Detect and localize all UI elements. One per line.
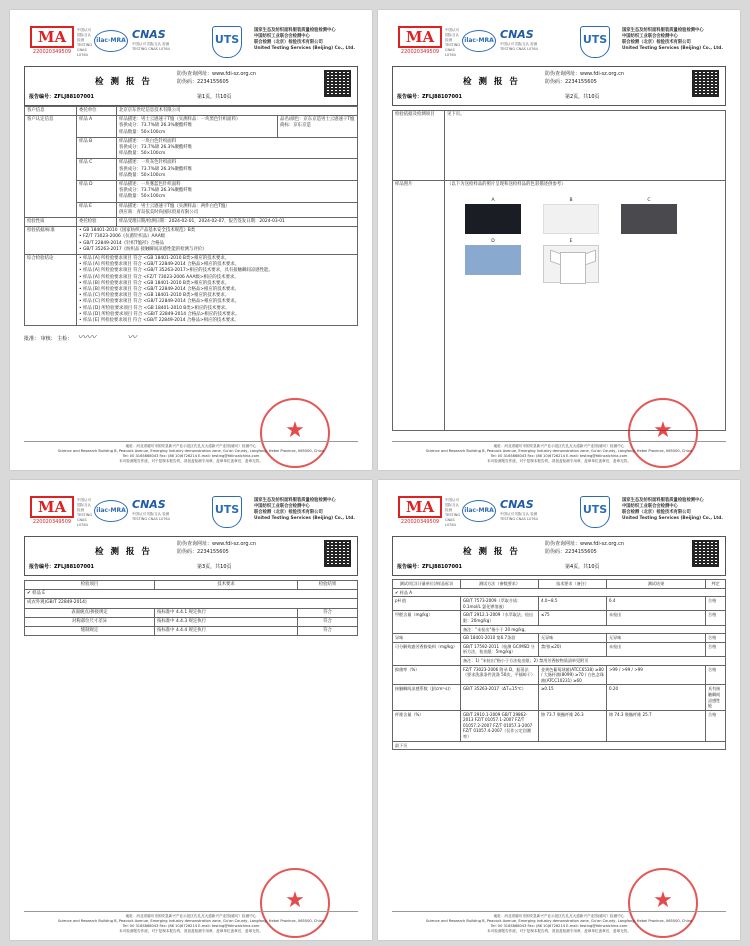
verify-code: 防伪码：2234155605: [545, 78, 597, 85]
org-name: 国家生态及纺织面料服装质量检验检测中心 中国纺织工业联合会检测中心 联合检测（北京）检验技术有限公司 United Testing Services (Beijing) Co., Ltd.: [622, 28, 723, 51]
table-row: 检验性质 委托检验 样品受理日期/检测日期：2024-02-01，2024-02-07，报告签发日期：2024-03-01: [25, 218, 358, 227]
page-footer: 地址：河北省廊坊市固安县新兴产业示范区孔孔瓦大道新兴产业园(廊坊）检测中心 Science and Research Building B, Peacock Avenue, Emerging Industry demonstration zone, Gu'an County, Langfang, Hebei Province, 065500, China Tel: 00 3165868043 Fax: (86 10)6726214 E-mail: testing@fdiinzaichina.com 本可检测报告作废，对于复制本报告的，须加盖检测专用章，盖章单位盖章后，盖章无效。: [392, 441, 726, 464]
table-row: 对称部位尺寸差异 按标准中 4.4.3 规定执行 符合: [25, 617, 358, 626]
table-row: 样品 D 样品描述：一块雾蓝色针织面料 客供成分：73.7%锦 26.3%聚酯纤维 样品数量：50×100cm: [25, 181, 358, 203]
verify-site: 防伪查询网址：www.fdi-sz.org.cn: [177, 71, 257, 77]
sample-photo-table: [392, 110, 726, 431]
table-row: 成衣外观(GB/T 22849-2014): [25, 599, 358, 608]
cnas-logo: CNAS 中国认可 国际互认 检测 TESTING CNAS L0764: [132, 28, 170, 51]
report-title: 检 测 报 告: [463, 547, 520, 557]
page-indicator: 第1页，共10页: [197, 94, 232, 100]
report-title: 检 测 报 告: [95, 77, 152, 87]
page-footer: 地址：河北省廊坊市固安县新兴产业示范区孔孔瓦大道新兴产业园(廊坊）检测中心 Science and Research Building B, Peacock Avenue, Emerging Industry demonstration zone, Gu'an County, Langfang, Hebei Province, 065500, China Tel: 00 3165868043 Fax: (86 10)6726214 E-mail: testing@fdiinzaichina.com 本可检测报告作废，对于复制本报告的，须加盖检测专用章，盖章单位盖章后，盖章无效。: [392, 911, 726, 934]
cma-logo: MA 220020349509: [30, 26, 74, 58]
ilac-logo: ilac-MRA: [462, 30, 496, 52]
report-titlebar: [392, 536, 726, 576]
table-row: 样品照片 （以下为送检样品的照片呈现和送检样品的色彩描述供参考） A B C D E: [393, 181, 726, 431]
table-row: 综合检验结论 • 样品 [A] 所检验要求项目 符合 <GB 18401-2010 B类>相应的技术要求。 • 样品 [A] 所检验要求项目 符合 <GB/T 22849-2014 合格品>相应的技术要求。 • 样品 [A] 所检验要求项目 符合 <GB/T 35263-2017>相应的技术要求，具有接触瞬间凉感性能。 • 样品 [A] 所检验要求项目 符合 <FZ/T 73023-2006 AAA级>相应的技术要求。 • 样品 [B] 所检验要求项目 符合 <GB 18401-2010 B类>相应的技术要求。 • 样品 [B] 所检验要求项目 符合 <GB/T 22849-2014 合格品>相应的技术要求。 • 样品 [C] 所检验要求项目 符合 <GB 18401-2010 B类>相应的技术要求。 • 样品 [C] 所检验要求项目 符合 <GB/T 22849-2014 合格品>相应的技术要求。 • 样品 [D] 所检验要求项目 符合 <GB 18401-2010 B类>相应的技术要求。 • 样品 [D] 所检验要求项目 符合 <GB/T 22849-2014 合格品>相应的技术要求。 • 样品 [E] 所检验要求项目 符合 <GB/T 22849-2014 合格品>相应的技术要求。: [25, 255, 358, 326]
report-page-3: [10, 480, 372, 940]
table-row: 样品 C 样品描述：一块灰色针织面料 客供成分：73.7%锦 26.3%聚酯纤维 样品数量：50×100cm: [25, 159, 358, 181]
report-header: [392, 24, 726, 64]
report-title: 检 测 报 告: [463, 77, 520, 87]
qr-code: [692, 540, 719, 567]
official-stamp: ★: [260, 868, 330, 938]
table-header: 检验项目 技术要求 检验结果: [25, 581, 358, 590]
uts-logo: UTS: [212, 26, 242, 58]
page-indicator: 第3页，共10页: [197, 564, 232, 570]
qr-code: [324, 540, 351, 567]
cma-logo: MA 220020349509: [398, 496, 442, 528]
cma-text: 中国认可 国际互认 检测 TESTING CNAS L0764: [77, 28, 93, 57]
tshirt-photo: [543, 245, 599, 283]
verify-code: 防伪码：2234155605: [545, 548, 597, 555]
verify-site: 防伪查询网址：www.fdi-sz.org.cn: [545, 541, 625, 547]
report-titlebar: [24, 66, 358, 106]
cnas-logo: CNAS 中国认可 国际互认 检测 TESTING CNAS L0764: [500, 28, 538, 51]
table-row: 接触瞬间凉感系数（J/(cm²·s)） GB/T 35263-2017（ΔT=15℃） ≥0.15 0.20 具有接触瞬间凉感性能: [393, 685, 726, 710]
official-stamp: ★: [260, 398, 330, 468]
qr-code: [692, 70, 719, 97]
report-page-1: [10, 10, 372, 470]
table-row: 检验依据/标准 • GB 18401-2010《国家纺织产品基本安全技术规范》B类 • FZ/T 73023-2006《抗菌针织品》AAA级 • GB/T 22849-2014《针织T恤衫》合格品 • GB/T 35263-2017《纺织品 接触瞬间凉感性能的检测与评价》: [25, 227, 358, 255]
report-page-4: [378, 480, 740, 940]
table-row: 抑菌率（%） FZ/T 73023-2006 附录 D，振荡法（要求洗涤条件洗涤 50次，平铺晾干） 金黄色葡萄球菌(ATCC6538) ≥80 / 大肠杆菌(8099) ≥70 / 白色念珠菌(ATCC10231) ≥60 >99 / >99 / >99 合格: [393, 665, 726, 685]
test-results-table: [392, 579, 726, 750]
swatch-grid: A B C D E: [465, 198, 723, 283]
table-row: 可分解致癌芳香胺染料（mg/kg） GB/T 17592-2011（检测 GC/MSD 分析方法，检出限：5mg/kg） 禁用(≤20) 未检出 合格: [393, 642, 726, 656]
report-title: 检 测 报 告: [95, 547, 152, 557]
cma-text: 中国认可 国际互认 检测 TESTING CNAS L0764: [445, 28, 461, 57]
table-row: ✔ 样品 E: [25, 590, 358, 599]
verify-site: 防伪查询网址：www.fdi-sz.org.cn: [177, 541, 257, 547]
page-footer: 地址：河北省廊坊市固安县新兴产业示范区孔孔瓦大道新兴产业园(廊坊）检测中心 Science and Research Building B, Peacock Avenue, Emerging Industry demonstration zone, Gu'an County, Langfang, Hebei Province, 065500, China Tel: 00 3165868043 Fax: (86 10)6726214 E-mail: testing@fdiinzaichina.com 本可检测报告作废，对于复制本报告的，须加盖检测专用章，盖章单位盖章后，盖章无效。: [24, 911, 358, 934]
org-name: 国家生态及纺织面料服装质量检验检测中心 中国纺织工业联合会检测中心 联合检测（北京）检验技术有限公司 United Testing Services (Beijing) Co., Ltd.: [254, 28, 355, 51]
report-page-2: [378, 10, 740, 470]
page-footer: 地址：河北省廊坊市固安县新兴产业示范区孔孔瓦大道新兴产业园(廊坊）检测中心 Science and Research Building B, Peacock Avenue, Emerging Industry demonstration zone, Gu'an County, Langfang, Hebei Province, 065500, China Tel: 00 3165868043 Fax: (86 10)6726214 E-mail: testing@fdiinzaichina.com 本可检测报告作废，对于复制本报告的，须加盖检测专用章，盖章单位盖章后，盖章无效。: [24, 441, 358, 464]
cma-logo: MA 220020349509: [30, 496, 74, 528]
report-number: 报告编号：ZFLJ88107001: [29, 94, 94, 100]
table-row: 异味 GB 18401-2010 第6.7条款 无异味 无异味 合格: [393, 634, 726, 643]
uts-logo: UTS: [580, 496, 610, 528]
table-row: 最下页: [393, 741, 726, 750]
report-number: 报告编号：ZFLJ88107001: [29, 564, 94, 570]
table-row: 检验依据及检测项目 见下页。: [393, 111, 726, 181]
ilac-logo: ilac-MRA: [462, 500, 496, 522]
signature-line: 批准： 审核： 主检： 〰〰 〰: [24, 333, 137, 344]
verify-code: 防伪码：2234155605: [177, 78, 229, 85]
table-row: 备注：1) "未检出"指小于方法检出限；2) 禁用芳香胺物质清单见附页: [393, 656, 726, 665]
uts-logo: UTS: [212, 496, 242, 528]
table-row: 样品 B 样品描述：一块白色针织面料 客供成分：73.7%锦 26.3%聚酯纤维 样品数量：50×100cm: [25, 137, 358, 159]
table-row: 纤维含量（%） GB/T 2910.1-2009 GB/T 29862-2013 FZ/T 01057.1-2007 FZ/T 01057.2-2007 FZ/T 01057.3-2007 FZ/T 01057.4-2007（仅作公定回潮率） 锦 73.7 聚酯纤维 26.3 锦 74.3 聚酯纤维 25.7 合格: [393, 710, 726, 741]
report-header: [24, 494, 358, 534]
ilac-logo: ilac-MRA: [94, 500, 128, 522]
table-row: ✔ 样品 A: [393, 588, 726, 597]
uts-logo: UTS: [580, 26, 610, 58]
ilac-logo: ilac-MRA: [94, 30, 128, 52]
official-stamp: ★: [628, 398, 698, 468]
qr-code: [324, 70, 351, 97]
report-number: 报告编号：ZFLJ88107001: [397, 564, 462, 570]
cma-text: 中国认可 国际互认 检测 TESTING CNAS L0764: [445, 498, 461, 527]
table-row: pH 值 GB/T 7573-2009（萃取介质：0.1mol/L 氯化钾溶液） 4.0~8.5 6.4 合格: [393, 597, 726, 611]
table-row: 客户认定信息 样品 A 样品描述：男士云感速干T恤（实测样品：一块黑色针织面料） 客供成分：73.7%锦 26.3%聚酯纤维 样品数量：50×100cm 品名/颜色：京东京造男士云感速干T恤 商标：京东京造: [25, 116, 358, 138]
report-titlebar: [392, 66, 726, 106]
cnas-logo: CNAS 中国认可 国际互认 检测 TESTING CNAS L0764: [500, 498, 538, 521]
org-name: 国家生态及纺织面料服装质量检验检测中心 中国纺织工业联合会检测中心 联合检测（北京）检验技术有限公司 United Testing Services (Beijing) Co., Ltd.: [622, 498, 723, 521]
swatch-c: [621, 204, 677, 234]
table-row: 缝制规定 按标准中 4.4.4 规定执行 符合: [25, 627, 358, 636]
verify-code: 防伪码：2234155605: [177, 548, 229, 555]
table-row: 客户信息 委托单位 北京京东世纪信息技术有限公司: [25, 107, 358, 116]
cma-logo: MA 220020349509: [398, 26, 442, 58]
verify-site: 防伪查询网址：www.fdi-sz.org.cn: [545, 71, 625, 77]
swatch-b: [543, 204, 599, 234]
report-header: [392, 494, 726, 534]
swatch-a: [465, 204, 521, 234]
official-stamp: ★: [628, 868, 698, 938]
client-info-table: [24, 106, 358, 326]
signature-1: 〰〰: [77, 333, 96, 344]
cnas-logo: CNAS 中国认可 国际互认 检测 TESTING CNAS L0764: [132, 498, 170, 521]
report-header: [24, 24, 358, 64]
page-indicator: 第2页，共10页: [565, 94, 600, 100]
table-row: 备注："未检出"指小于 20 mg/kg。: [393, 625, 726, 634]
appearance-table: [24, 580, 358, 636]
cma-text: 中国认可 国际互认 检测 TESTING CNAS L0764: [77, 498, 93, 527]
swatch-d: [465, 245, 521, 275]
table-row: 表面疵点/拼接规定 按标准中 4.4.1 规定执行 符合: [25, 608, 358, 617]
org-name: 国家生态及纺织面料服装质量检验检测中心 中国纺织工业联合会检测中心 联合检测（北京）检验技术有限公司 United Testing Services (Beijing) Co., Ltd.: [254, 498, 355, 521]
report-titlebar: [24, 536, 358, 576]
signature-2: 〰: [127, 333, 137, 344]
page-indicator: 第4页，共10页: [565, 564, 600, 570]
report-number: 报告编号：ZFLJ88107001: [397, 94, 462, 100]
table-row: 甲醛含量（mg/kg） GB/T 2912.1-2009（水萃取法，检出限：20mg/kg） ≤75 未检出 合格: [393, 611, 726, 625]
table-row: 样品 E 样品描述：男士云感速干T恤（实测样品：两件白色T恤） 供应商：青岛依美时尚国际贸易有限公司: [25, 202, 358, 217]
table-header: 测试项目(计量单位)/样品标识 测试方法（参数要求） 技术要求（备注） 测试结果 判定: [393, 580, 726, 589]
